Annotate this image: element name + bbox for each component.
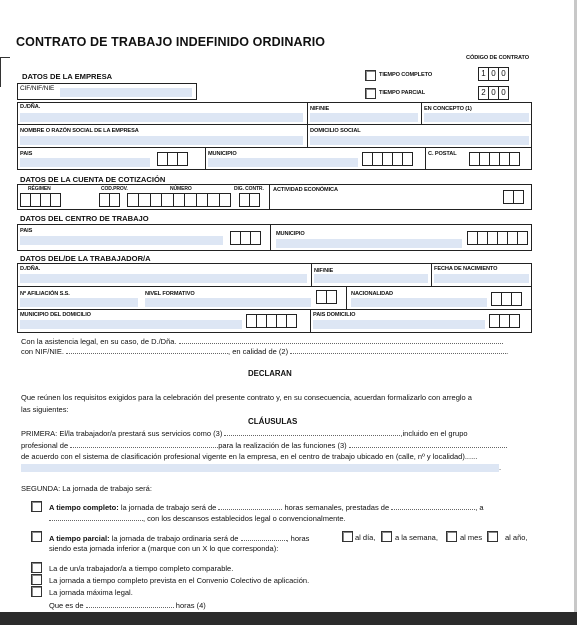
segunda-intro: SEGUNDA: La jornada de trabajo será: <box>21 484 152 493</box>
trabajador-nif-label: NIF/NIE <box>314 268 334 274</box>
segunda-completo-line1 <box>49 502 484 513</box>
nombre-empresa-label: NOMBRE O RAZÓN SOCIAL DE LA EMPRESA <box>20 128 139 134</box>
trabajador-dna-input[interactable] <box>20 274 307 283</box>
empresa-pais-input[interactable] <box>20 158 150 167</box>
segunda-parcial-line1 <box>49 533 309 544</box>
numero-cells[interactable] <box>127 193 231 207</box>
completo-text: la jornada de trabajo será de <box>118 503 219 512</box>
formativo-input[interactable] <box>145 298 311 307</box>
nacionalidad-label: NACIONALIDAD <box>351 291 393 297</box>
tiempo-parcial-checkbox[interactable] <box>365 88 376 99</box>
horas-semanales-field[interactable] <box>218 502 282 510</box>
completo-prestadas-text: horas semanales, prestadas de <box>282 503 392 512</box>
centro-municipio-input[interactable] <box>276 239 462 248</box>
empresa-municipio-cells[interactable] <box>363 152 413 166</box>
primera-servicio-field[interactable] <box>224 428 400 436</box>
horas4-text: horas (4) <box>173 601 206 610</box>
bottom-toolbar <box>0 612 577 625</box>
opt2-label: La jornada a tiempo completo prevista en el Convenio Colectivo de aplicación. <box>49 576 310 585</box>
opt1-label: La de un/a trabajador/a a tiempo completo comparable. <box>49 564 234 573</box>
cpostal-cells[interactable] <box>470 152 520 166</box>
trabajador-dna-label: D./DÑA. <box>20 266 41 272</box>
codprov-cells[interactable] <box>100 193 120 207</box>
empresa-heading: DATOS DE LA EMPRESA <box>22 72 113 81</box>
al-anio-checkbox[interactable] <box>487 531 498 542</box>
cif-field[interactable] <box>17 83 197 100</box>
domicilio-input[interactable] <box>310 136 529 145</box>
empresa-municipio-label: MUNICIPIO <box>208 151 237 157</box>
parcial-horas-field[interactable] <box>241 533 287 541</box>
actividad-cells[interactable] <box>504 190 524 204</box>
asistencia-nif-field[interactable] <box>66 346 228 354</box>
completo-a-text: , a <box>475 503 484 512</box>
en-concepto-input[interactable] <box>424 113 529 122</box>
asistencia-line2 <box>21 346 508 357</box>
document-title: CONTRATO DE TRABAJO INDEFINIDO ORDINARIO <box>16 35 326 49</box>
primera-line3: de acuerdo con el sistema de clasificación profesional vigente en la empresa, en el centro de trabajo ubicado en (calle, nº y localidad)...... <box>21 452 478 461</box>
en-concepto-label: EN CONCEPTO (1) <box>424 106 472 112</box>
empresa-dna-input[interactable] <box>20 113 303 122</box>
domicilio-municipio-input[interactable] <box>20 320 242 329</box>
codigo-digit: 2 <box>478 86 489 100</box>
asistencia-calidad-text: , en calidad de (2) <box>228 347 289 356</box>
segunda-parcial-line2: siendo esta jornada inferior a (marque con un X lo que corresponda): <box>49 544 279 553</box>
empresa-pais-label: PAIS <box>20 151 33 157</box>
centro-municipio-cells[interactable] <box>468 231 528 245</box>
primera-grupo-text: ,incluido en el grupo <box>400 429 468 438</box>
opt2-checkbox[interactable] <box>31 574 42 585</box>
numero-label: NÚMERO <box>170 186 192 192</box>
empresa-pais-cells[interactable] <box>158 152 188 166</box>
asistencia-name-field[interactable] <box>179 336 503 344</box>
asistencia-calidad-field[interactable] <box>290 346 509 356</box>
al-anio-label: al año, <box>505 533 528 542</box>
nacionalidad-cells[interactable] <box>492 292 522 306</box>
al-dia-checkbox[interactable] <box>342 531 353 542</box>
regimen-cells[interactable] <box>21 193 61 207</box>
codigo-digit: 0 <box>498 67 509 81</box>
tiempo-completo-checkbox[interactable] <box>365 70 376 81</box>
cif-input[interactable] <box>60 88 192 97</box>
regimen-label: RÉGIMEN <box>28 186 51 192</box>
formativo-label: NIVEL FORMATIVO <box>145 291 195 297</box>
prestadas-de-field[interactable] <box>391 502 475 510</box>
cpostal-label: C. POSTAL <box>428 151 457 157</box>
tiempo-parcial-option-checkbox[interactable] <box>31 531 42 542</box>
parcial-bold: A tiempo parcial: <box>49 534 110 543</box>
clausulas-heading: CLÁUSULAS <box>248 417 298 426</box>
afiliacion-label: Nº AFILIACIÓN S.S. <box>20 291 70 297</box>
cif-label: CIF/NIF/NIE <box>20 85 55 92</box>
parcial-text: la jornada de trabajo ordinaria será de <box>109 534 241 543</box>
primera-funciones-field[interactable] <box>349 440 507 448</box>
digcontr-cells[interactable] <box>240 193 260 207</box>
cotizacion-heading: DATOS DE LA CUENTA DE COTIZACIÓN <box>20 175 166 184</box>
primera-dot: . <box>499 463 502 472</box>
actividad-label: ACTIVIDAD ECONÓMICA <box>273 187 338 193</box>
opt3-checkbox[interactable] <box>31 586 42 597</box>
reunen-line1: Que reúnen los requisitos exigidos para la celebración del presente contrato y, en su consecuencia, acuerdan formalizarlo con arreglo a <box>21 393 472 402</box>
tiempo-completo-label: TIEMPO COMPLETO <box>379 72 433 78</box>
primera-line2 <box>21 440 507 451</box>
al-dia-label: al día, <box>355 533 376 542</box>
opt1-checkbox[interactable] <box>31 562 42 573</box>
domicilio-municipio-label: MUNICIPIO DEL DOMICILIO <box>20 312 91 318</box>
centro-heading: DATOS DEL CENTRO DE TRABAJO <box>20 214 149 223</box>
nacimiento-label: FECHA DE NACIMIENTO <box>434 266 498 272</box>
tiempo-completo-option-checkbox[interactable] <box>31 501 42 512</box>
domicilio-label: DOMICILIO SOCIAL <box>310 128 361 134</box>
asistencia-dot: . <box>506 347 509 356</box>
tiempo-parcial-label: TIEMPO PARCIAL <box>379 90 426 96</box>
formativo-cells[interactable] <box>317 290 337 304</box>
empresa-nif-input[interactable] <box>310 113 418 122</box>
centro-pais-label: PAIS <box>20 228 33 234</box>
pais-domicilio-cells[interactable] <box>490 314 520 328</box>
margin-mark <box>0 57 10 58</box>
primera-profesional-text: profesional de <box>21 441 69 450</box>
primera-line4 <box>21 463 501 473</box>
codigo-digit: 1 <box>478 67 489 81</box>
codigo-digit: 0 <box>488 67 499 81</box>
empresa-municipio-input[interactable] <box>208 158 358 167</box>
empresa-nif-label: NIF/NIE <box>310 106 330 112</box>
al-mes-label: al mes <box>460 533 483 542</box>
primera-text: PRIMERA: El/la trabajador/a prestará sus servicios como (3) <box>21 429 223 438</box>
centro-pais-cells[interactable] <box>231 231 261 245</box>
digcontr-label: DIG. CONTR. <box>234 186 264 192</box>
parcial-horas-text: , horas <box>286 534 310 543</box>
centro-pais-input[interactable] <box>20 236 223 245</box>
domicilio-municipio-cells[interactable] <box>247 314 297 328</box>
que-es-line <box>49 600 206 611</box>
asistencia-text: Con la asistencia legal, en su caso, de D./Dña. <box>21 337 177 346</box>
primera-centro-field[interactable] <box>21 463 502 472</box>
codprov-label: COD.PROV. <box>101 186 128 192</box>
codigo-digit: 0 <box>488 86 499 100</box>
trabajador-nif-input[interactable] <box>314 274 428 283</box>
margin-mark <box>0 57 1 87</box>
trabajador-heading: DATOS DEL/DE LA TRABAJADOR/A <box>20 254 151 263</box>
codigo-completo <box>479 67 509 81</box>
pais-domicilio-input[interactable] <box>313 320 485 329</box>
opt3-label: La jornada máxima legal. <box>49 588 133 597</box>
codigo-label: CÓDIGO DE CONTRATO <box>466 55 529 61</box>
completo-bold: A tiempo completo: <box>49 503 119 512</box>
nombre-empresa-input[interactable] <box>20 136 303 145</box>
reunen-line2: las siguientes: <box>21 405 69 414</box>
primera-grupo-field[interactable] <box>70 440 218 448</box>
declaran-heading: DECLARAN <box>248 369 292 378</box>
codigo-digit: 0 <box>498 86 509 100</box>
a-la-semana-checkbox[interactable] <box>381 531 392 542</box>
afiliacion-input[interactable] <box>20 298 138 307</box>
asistencia-nif-text: con NIF/NIE. <box>21 347 64 356</box>
primera-line1 <box>21 428 468 439</box>
centro-municipio-label: MUNICIPIO <box>276 231 305 237</box>
pais-domicilio-label: PAIS DOMICILIO <box>313 312 356 318</box>
nacimiento-input[interactable] <box>434 274 529 283</box>
segunda-completo-line2 <box>49 513 346 524</box>
que-es-field[interactable] <box>86 600 174 608</box>
prestadas-a-field[interactable] <box>49 513 143 521</box>
nacionalidad-input[interactable] <box>351 298 487 307</box>
que-es-text: Que es de <box>49 601 86 610</box>
al-mes-checkbox[interactable] <box>446 531 457 542</box>
codigo-parcial <box>479 86 509 100</box>
primera-funciones-text: para la realización de las funciones (3) <box>218 441 347 450</box>
empresa-dna-label: D./DÑA. <box>20 104 41 110</box>
a-la-semana-label: a la semana, <box>395 533 438 542</box>
completo-descansos-text: , con los descansos establecidos legal o convencionalmente. <box>143 514 346 523</box>
